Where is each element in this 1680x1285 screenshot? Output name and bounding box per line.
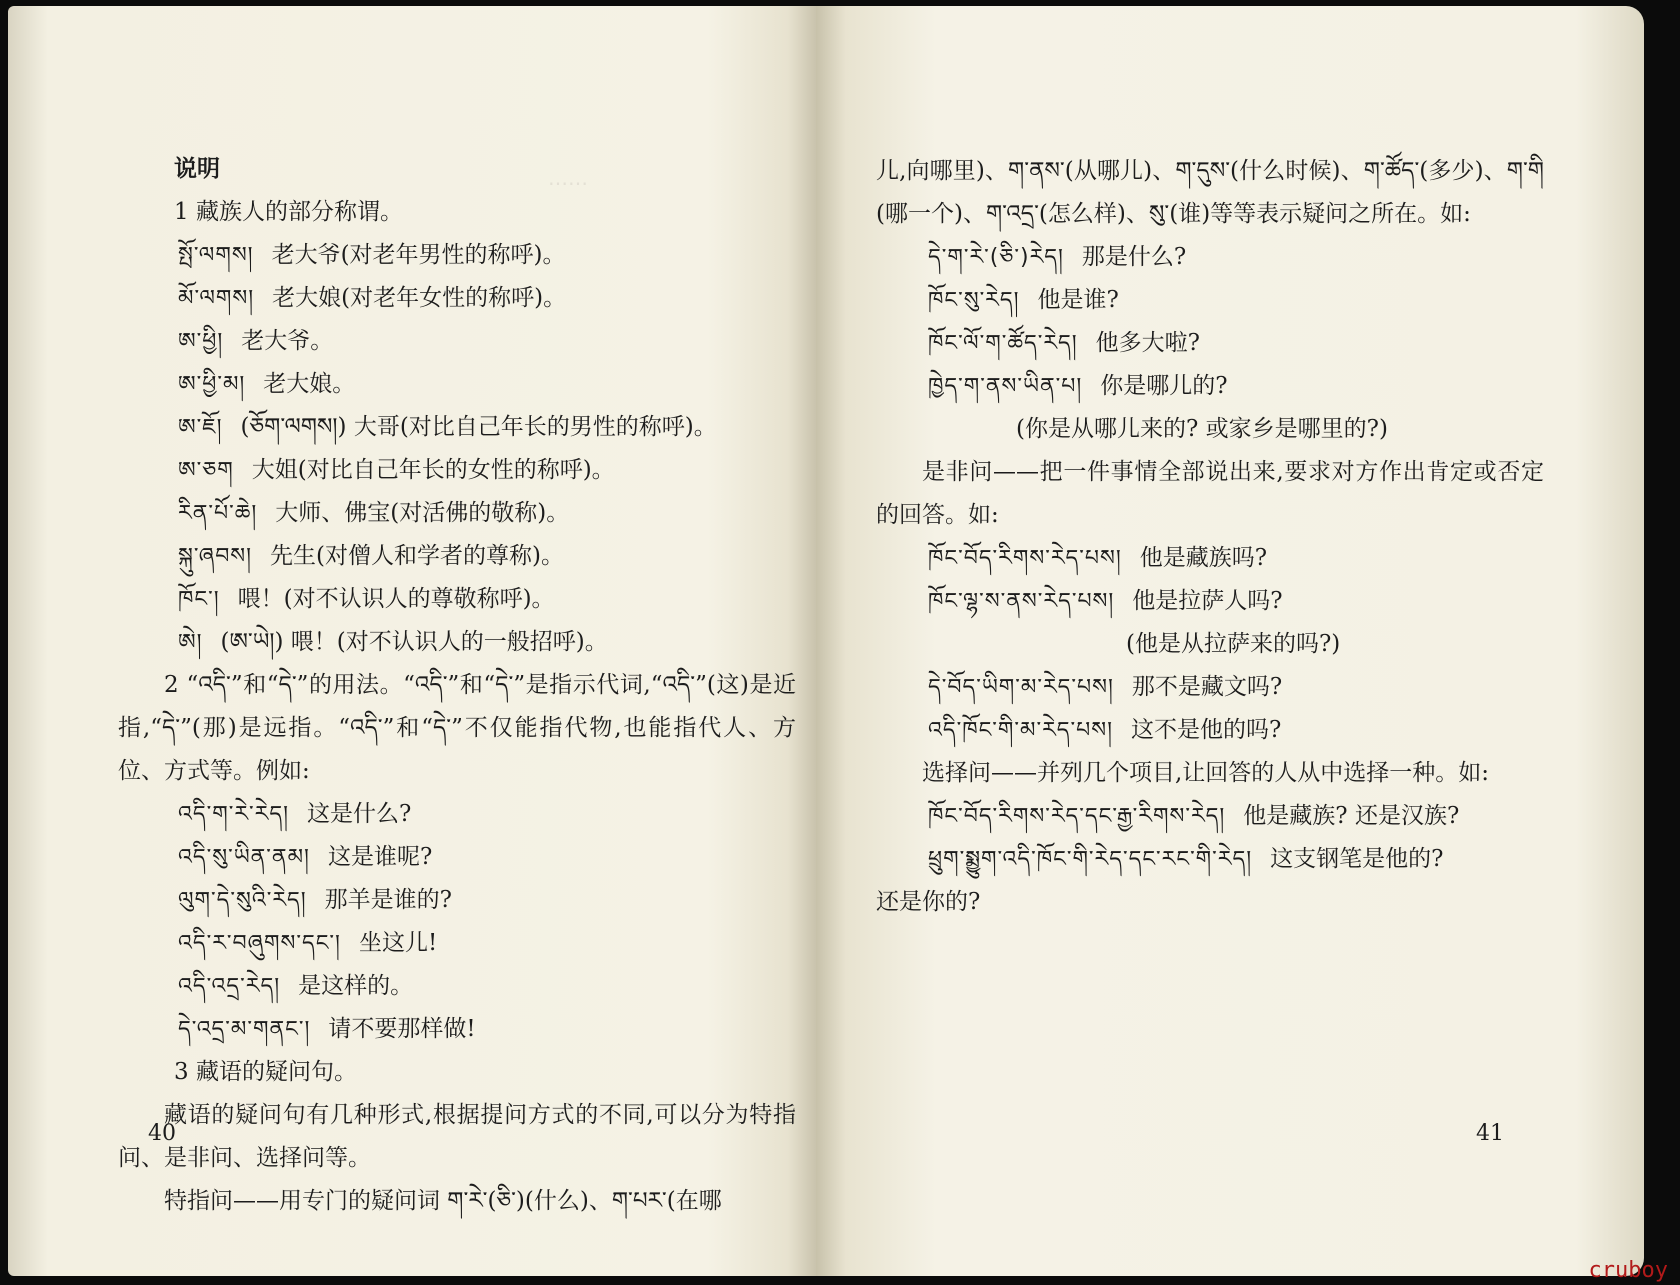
tibetan-question: ཁྱེད་ག་ནས་ཡིན་པ།: [928, 374, 1083, 399]
tibetan-question: དེ་ག་རེ་(ཅི་)རེད།: [928, 245, 1064, 270]
tibetan-yes-no: འདི་ཁོང་གི་མ་རེད་པས།: [928, 718, 1114, 743]
page-number-left: 40: [148, 1121, 176, 1146]
tibetan-example: འདི་འདྲ་རེད།: [178, 974, 281, 999]
term-row: [118, 449, 796, 492]
tibetan-choice: ཕྲུག་སྨྱུག་འདི་ཁོང་གི་རེད་དང་རང་གི་རེད།: [928, 847, 1253, 872]
continued-paragraph: 儿,向哪里)、ག་ནས་(从哪儿)、ག་དུས་(什么时候)、ག་ཚོད་(多少)、ག་གི (哪一个)、ག་འདྲ་(怎么样)、སུ་(谁)等等表示疑问之所在。如:: [876, 158, 1544, 227]
term-gloss: 老大爷。: [241, 328, 334, 354]
example-gloss: 请不要那样做!: [328, 1016, 476, 1042]
example-gloss: 这是谁呢?: [327, 844, 433, 870]
section3-title: 3 藏语的疑问句。: [174, 1059, 357, 1085]
tibetan-term: ཨ་ཕྱི།: [178, 329, 224, 354]
yes-no-gloss: 他是藏族吗?: [1139, 545, 1268, 571]
tibetan-yes-no: ཁོང་བོད་རིགས་རེད་པས།: [928, 546, 1122, 571]
term-row: [118, 621, 796, 664]
term-row: [118, 578, 796, 621]
example-row: [118, 793, 796, 836]
section-heading: 说明: [174, 156, 220, 182]
choice-gloss: 他是藏族? 还是汉族?: [1243, 803, 1460, 829]
term-gloss: (ཅོག་ལགས།) 大哥(对比自己年长的男性的称呼)。: [240, 414, 717, 440]
tibetan-example: འདི་ར་བཞུགས་དང་།: [178, 931, 341, 956]
example-gloss: 这是什么?: [306, 801, 412, 827]
example-row: [118, 1008, 796, 1051]
example-gloss: 坐这儿!: [358, 930, 438, 956]
example-gloss: 是这样的。: [298, 973, 414, 999]
yes-no-gloss: 他是拉萨人吗?: [1132, 588, 1283, 614]
open-book: [8, 6, 1644, 1276]
question-gloss: 他多大啦?: [1095, 330, 1201, 356]
term-gloss: 喂！(对不认识人的尊敬称呼)。: [237, 586, 555, 612]
left-page-content: [118, 148, 796, 1223]
tibetan-term: རིན་པོ་ཆེ།: [178, 501, 258, 526]
watermark: cruboy: [1588, 1258, 1668, 1283]
yes-no-row: [876, 709, 1544, 752]
question-row: [876, 322, 1544, 365]
choice-paragraph: 选择问——并列几个项目,让回答的人从中选择一种。如:: [922, 760, 1490, 786]
tibetan-term: ཨ་ཇོ།: [178, 415, 223, 440]
tibetan-choice: ཁོང་བོད་རིགས་རེད་དང་རྒྱ་རིགས་རེད།: [928, 804, 1226, 829]
term-row: [118, 320, 796, 363]
tibetan-term: སྐུ་ཞབས།: [178, 544, 253, 569]
right-page-content: [876, 150, 1544, 924]
tibetan-term: ཨེ།: [178, 630, 203, 655]
tibetan-example: དེ་འདྲ་མ་གནང་།: [178, 1017, 311, 1042]
tibetan-example: འདི་ག་རེ་རེད།: [178, 802, 289, 827]
term-gloss: 大姐(对比自己年长的女性的称呼)。: [251, 457, 615, 483]
choice-row: [876, 838, 1544, 881]
tibetan-term: སྤོ་ལགས།: [178, 243, 254, 268]
left-page: …… 说明 1 藏族人的部分称谓。 སྤོ་ལགས། 老大爷(对老年男性的称呼)。 མོ་ལགས། 老大娘(对老年女性的称呼)。 ཨ་ཕྱི། 老大爷。 ཨ་ཕྱི་མ། 老大娘。 ཨ་ཇོ། (ཅོག་ལགས།) 大哥(对比自己年长的男性的称呼)。 ཨ་ཅག 大姐(对比自己年长的女性的称呼)。 རིན་པོ་ཆེ། 大师、佛宝(对活佛的敬称)。 སྐུ་ཞབས། 先生(对僧人和学者的尊称)。 ཁོང་། 喂！(对不认识人的尊敬称呼)。 ཨེ། (ཨ་ཡེ།) 喂！(对不认识人的一般招呼)。 2 “འདི་”和“དེ་”的用法。“འདི་”和“དེ་”是指示代词,“འདི་”(这)是近指,“དེ་”(那)是远指。“འདི་”和“དེ་”不仅能指代物,也能指代人、方位、方式等。例如: འདི་ག་རེ་རེད། 这是什么? འདི་སུ་ཡིན་ནམ། 这是谁呢? ལུག་དེ་སུའི་རེད། 那羊是谁的? འདི་ར་བཞུགས་དང་། 坐这儿! འདི་འདྲ་རེད། 是这样的。 དེ་འདྲ་མ་གནང་། 请不要那样做! 3 藏语的疑问句。 藏语的疑问句有几种形式,根据提问方式的不同,可以分为特指问、是非问、选择问等。 特指问——用专门的疑问词 ག་རེ་(ཅི་)(什么)、ག་པར་(在哪 40: [8, 6, 816, 1276]
question-note: (你是从哪儿来的? 或家乡是哪里的?): [1016, 416, 1388, 442]
question-row: [876, 365, 1544, 408]
section2-paragraph: 2 “འདི་”和“དེ་”的用法。“འདི་”和“དེ་”是指示代词,“འདི་”(这)是近指,“དེ་”(那)是远指。“འདི་”和“དེ་”不仅能指代物,也能指代人、方位、方式等。例如:: [118, 672, 796, 784]
term-row: [118, 234, 796, 277]
term-row: [118, 363, 796, 406]
yes-no-gloss: 那不是藏文吗?: [1131, 674, 1283, 700]
tibetan-example: ལུག་དེ་སུའི་རེད།: [178, 888, 307, 913]
tibetan-term: ཨ་ཕྱི་མ།: [178, 372, 246, 397]
tibetan-term: ཁོང་།: [178, 587, 220, 612]
yes-no-row: [876, 537, 1544, 580]
choice-gloss: 这支钢笔是他的?: [1270, 846, 1444, 872]
section1-title: 1 藏族人的部分称谓。: [174, 199, 403, 225]
term-gloss: 老大娘。: [263, 371, 356, 397]
example-row: [118, 922, 796, 965]
section3-paragraph: 藏语的疑问句有几种形式,根据提问方式的不同,可以分为特指问、是非问、选择问等。: [118, 1102, 796, 1171]
question-gloss: 他是谁?: [1037, 287, 1119, 313]
tibetan-term: ཨ་ཅག: [178, 458, 234, 483]
choice-tail: 还是你的?: [876, 889, 981, 915]
term-row: [118, 492, 796, 535]
term-gloss: (ཨ་ཡེ།) 喂！(对不认识人的一般招呼)。: [220, 629, 608, 655]
example-row: [118, 879, 796, 922]
term-gloss: 老大娘(对老年女性的称呼)。: [272, 285, 567, 311]
page-number-right: 41: [1476, 1121, 1504, 1146]
special-question-paragraph: 特指问——用专门的疑问词 ག་རེ་(ཅི་)(什么)、ག་པར་(在哪: [164, 1188, 722, 1214]
question-row: [876, 279, 1544, 322]
tibetan-yes-no: ཁོང་ལྷ་ས་ནས་རེད་པས།: [928, 589, 1115, 614]
term-gloss: 先生(对僧人和学者的尊称)。: [270, 543, 564, 569]
tibetan-question: ཁོང་སུ་རེད།: [928, 288, 1020, 313]
example-row: [118, 836, 796, 879]
example-row: [118, 965, 796, 1008]
example-gloss: 那羊是谁的?: [324, 887, 453, 913]
right-page: [816, 6, 1644, 1276]
yes-no-row: [876, 666, 1544, 709]
question-row: [876, 236, 1544, 279]
term-gloss: 大师、佛宝(对活佛的敬称)。: [275, 500, 570, 526]
question-gloss: 那是什么?: [1081, 244, 1187, 270]
choice-row: [876, 795, 1544, 838]
tibetan-term: མོ་ལགས།: [178, 286, 255, 311]
term-row: [118, 535, 796, 578]
tibetan-yes-no: དེ་བོད་ཡིག་མ་རེད་པས།: [928, 675, 1114, 700]
yes-no-note: (他是从拉萨来的吗?): [1126, 631, 1341, 657]
tibetan-example: འདི་སུ་ཡིན་ནམ།: [178, 845, 310, 870]
yes-no-row: [876, 580, 1544, 623]
question-gloss: 你是哪儿的?: [1100, 373, 1228, 399]
yes-no-paragraph: 是非问——把一件事情全部说出来,要求对方作出肯定或否定的回答。如:: [876, 459, 1544, 528]
tibetan-question: ཁོང་ལོ་ག་ཚོད་རེད།: [928, 331, 1078, 356]
term-gloss: 老大爷(对老年男性的称呼)。: [271, 242, 566, 268]
yes-no-gloss: 这不是他的吗?: [1131, 717, 1282, 743]
term-row: [118, 406, 796, 449]
term-row: [118, 277, 796, 320]
